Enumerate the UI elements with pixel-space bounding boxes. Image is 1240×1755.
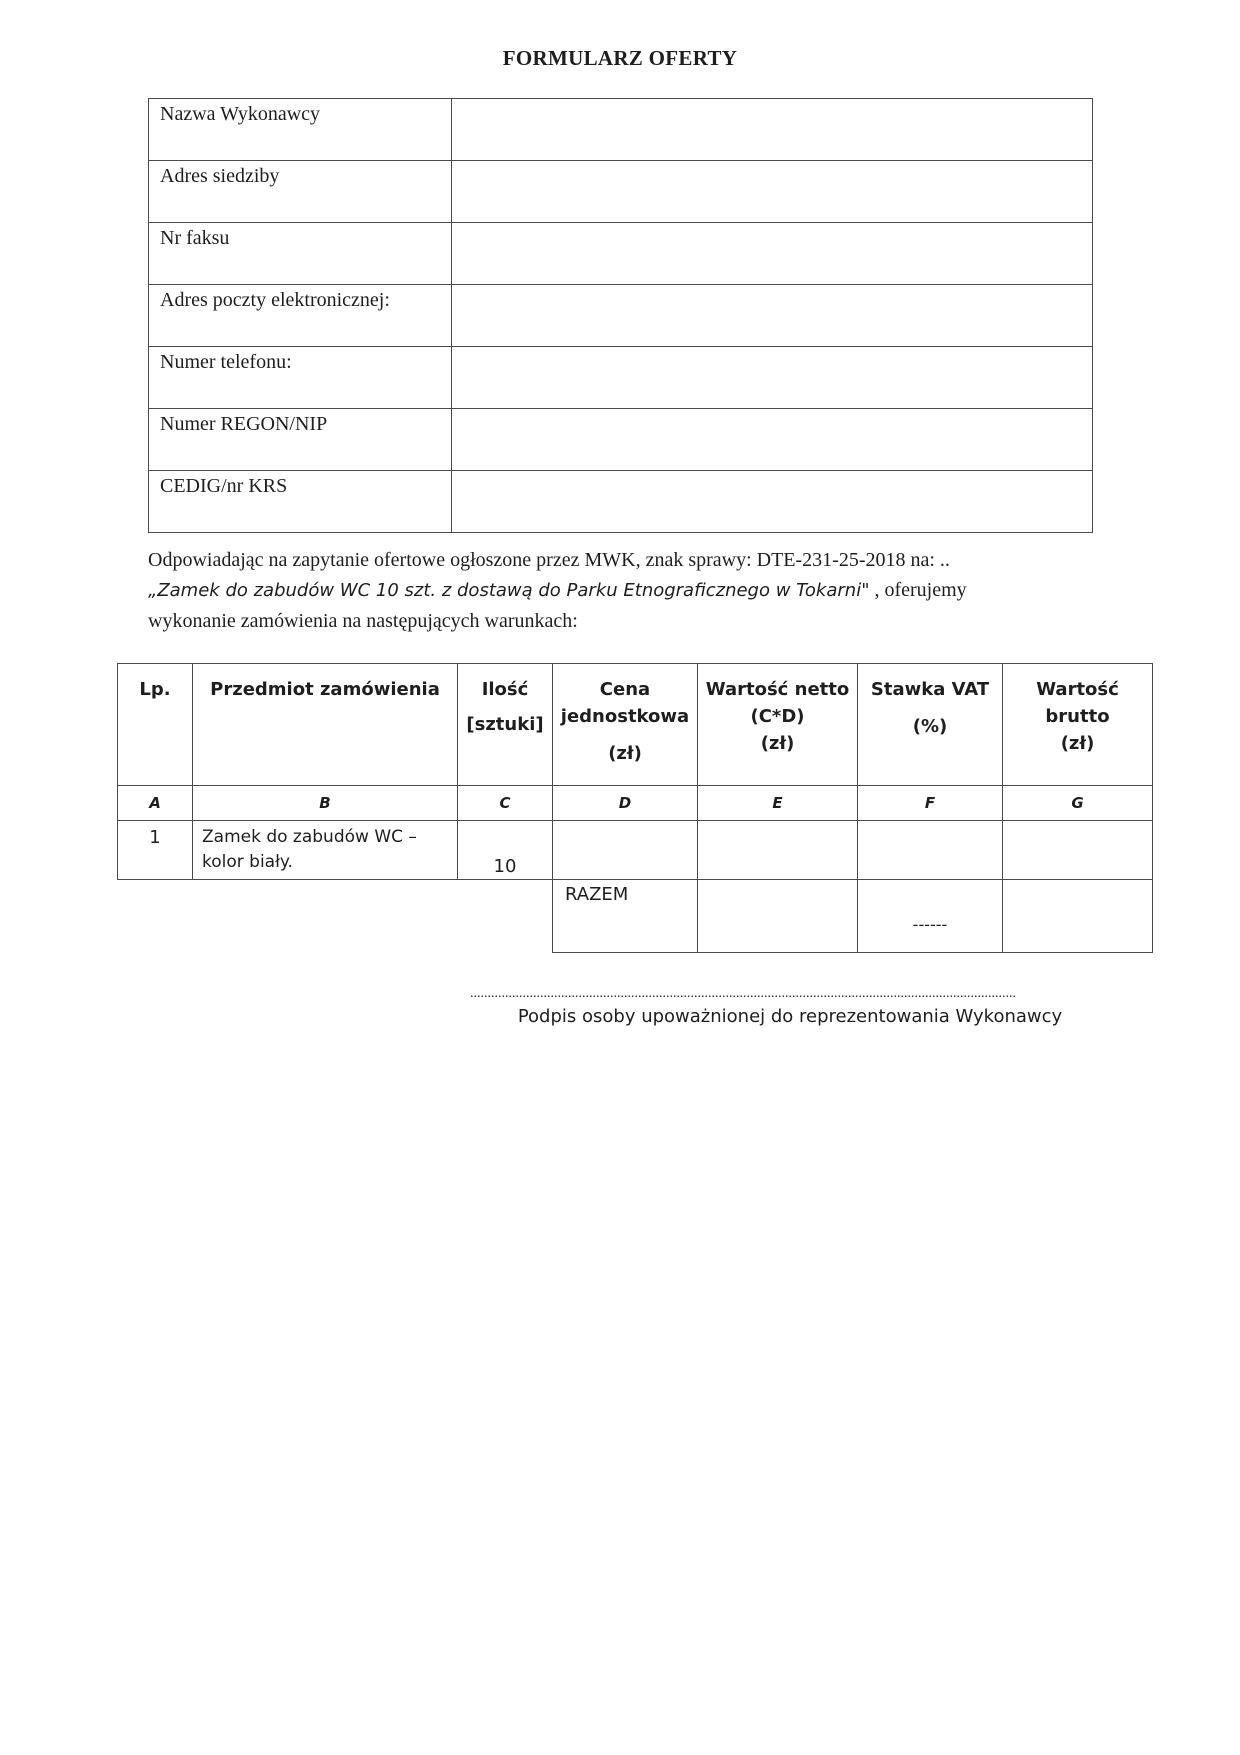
intro-line-2-rest: , oferujemy bbox=[869, 579, 967, 601]
header-unit-price-line2: jednostkowa bbox=[560, 706, 690, 727]
fax-field[interactable] bbox=[452, 223, 1093, 285]
field-label-text: CEDIG/nr KRS bbox=[160, 475, 288, 497]
total-label: RAZEM bbox=[553, 880, 698, 953]
field-label-text: Adres siedziby bbox=[160, 165, 280, 187]
header-vat-rate-line2: (%) bbox=[912, 716, 948, 737]
field-label bbox=[149, 223, 452, 285]
field-label bbox=[149, 471, 452, 533]
row-net-value-field[interactable] bbox=[698, 821, 858, 880]
table-row bbox=[118, 821, 1153, 880]
header-lp bbox=[118, 664, 193, 786]
contractor-row-phone bbox=[149, 347, 1093, 409]
contractor-row-regon-nip bbox=[149, 409, 1093, 471]
intro-line-3: wykonanie zamówienia na następujących warunkach: bbox=[148, 610, 578, 632]
header-net-value bbox=[698, 664, 858, 786]
header-unit-price bbox=[553, 664, 698, 786]
empty-cell bbox=[193, 880, 458, 953]
empty-cell bbox=[118, 880, 193, 953]
header-unit-price-line3: (zł) bbox=[608, 743, 642, 764]
contractor-info-table bbox=[148, 98, 1093, 533]
column-letter: E bbox=[698, 786, 858, 821]
contractor-row-email bbox=[149, 285, 1093, 347]
field-label-text: Adres poczty elektronicznej: bbox=[160, 289, 390, 311]
row-unit-price-field[interactable] bbox=[553, 821, 698, 880]
row-item-name-line1: Zamek do zabudów WC – bbox=[202, 827, 417, 847]
row-quantity: 10 bbox=[458, 821, 553, 880]
header-item-text: Przedmiot zamówienia bbox=[210, 679, 440, 700]
header-gross-value-line2: brutto bbox=[1045, 706, 1110, 727]
price-table-header bbox=[118, 664, 1153, 786]
field-label bbox=[149, 347, 452, 409]
signature-caption: Podpis osoby upoważnionej do reprezentowania Wykonawcy bbox=[517, 1006, 1063, 1027]
krs-field[interactable] bbox=[452, 471, 1093, 533]
phone-field[interactable] bbox=[452, 347, 1093, 409]
contractor-row-krs bbox=[149, 471, 1093, 533]
field-label bbox=[149, 409, 452, 471]
field-label-text: Numer telefonu: bbox=[160, 351, 292, 373]
column-letter: A bbox=[118, 786, 193, 821]
header-net-value-line1: Wartość netto bbox=[705, 679, 850, 700]
order-subject: „Zamek do zabudów WC 10 szt. z dostawą do Parku Etnograficznego w Tokarni" bbox=[148, 580, 870, 601]
document-title: FORMULARZ OFERTY bbox=[502, 46, 738, 70]
column-letter: F bbox=[858, 786, 1003, 821]
row-vat-rate-field[interactable] bbox=[858, 821, 1003, 880]
column-letter: B bbox=[193, 786, 458, 821]
header-lp-text: Lp. bbox=[139, 679, 171, 700]
column-letter: C bbox=[458, 786, 553, 821]
total-vat-dashes: ------ bbox=[858, 880, 1003, 953]
contractor-name-field[interactable] bbox=[452, 99, 1093, 161]
column-letters-row bbox=[118, 786, 1153, 821]
header-gross-value bbox=[1003, 664, 1153, 786]
total-row bbox=[118, 880, 1153, 953]
header-item bbox=[193, 664, 458, 786]
price-table bbox=[117, 663, 1153, 953]
email-field[interactable] bbox=[452, 285, 1093, 347]
row-item-name-line2: kolor biały. bbox=[202, 852, 293, 872]
header-quantity-line2: [sztuki] bbox=[466, 714, 544, 735]
header-quantity-line1: Ilość bbox=[481, 679, 529, 700]
total-gross-value-field[interactable] bbox=[1003, 880, 1153, 953]
row-item-name bbox=[193, 821, 458, 880]
total-net-value-field[interactable] bbox=[698, 880, 858, 953]
field-label-text: Nazwa Wykonawcy bbox=[160, 103, 321, 125]
row-lp: 1 bbox=[118, 821, 193, 880]
intro-line-1: Odpowiadając na zapytanie ofertowe ogłoszone przez MWK, znak sprawy: DTE-231-25-2018 na: .. bbox=[148, 549, 950, 571]
header-net-value-line3: (zł) bbox=[760, 733, 795, 754]
contractor-row-address bbox=[149, 161, 1093, 223]
header-unit-price-line1: Cena bbox=[599, 679, 651, 700]
field-label-text: Nr faksu bbox=[160, 227, 230, 249]
regon-nip-field[interactable] bbox=[452, 409, 1093, 471]
field-label bbox=[149, 285, 452, 347]
contractor-row-name bbox=[149, 99, 1093, 161]
header-net-value-line2: (C*D) bbox=[750, 706, 805, 727]
field-label bbox=[149, 161, 452, 223]
column-letter: G bbox=[1003, 786, 1153, 821]
empty-cell bbox=[458, 880, 553, 953]
signature-line[interactable]: ............................................................................................................................................................ bbox=[470, 986, 1016, 1001]
column-letter: D bbox=[553, 786, 698, 821]
field-label-text: Numer REGON/NIP bbox=[160, 413, 328, 435]
header-quantity bbox=[458, 664, 553, 786]
header-gross-value-line3: (zł) bbox=[1060, 733, 1095, 754]
header-vat-rate-line1: Stawka VAT bbox=[870, 679, 990, 700]
intro-paragraph bbox=[148, 545, 1108, 636]
header-gross-value-line1: Wartość bbox=[1036, 679, 1119, 700]
field-label bbox=[149, 99, 452, 161]
contractor-row-fax bbox=[149, 223, 1093, 285]
header-vat-rate bbox=[858, 664, 1003, 786]
contractor-address-field[interactable] bbox=[452, 161, 1093, 223]
intro-line-2 bbox=[148, 575, 1108, 606]
row-gross-value-field[interactable] bbox=[1003, 821, 1153, 880]
